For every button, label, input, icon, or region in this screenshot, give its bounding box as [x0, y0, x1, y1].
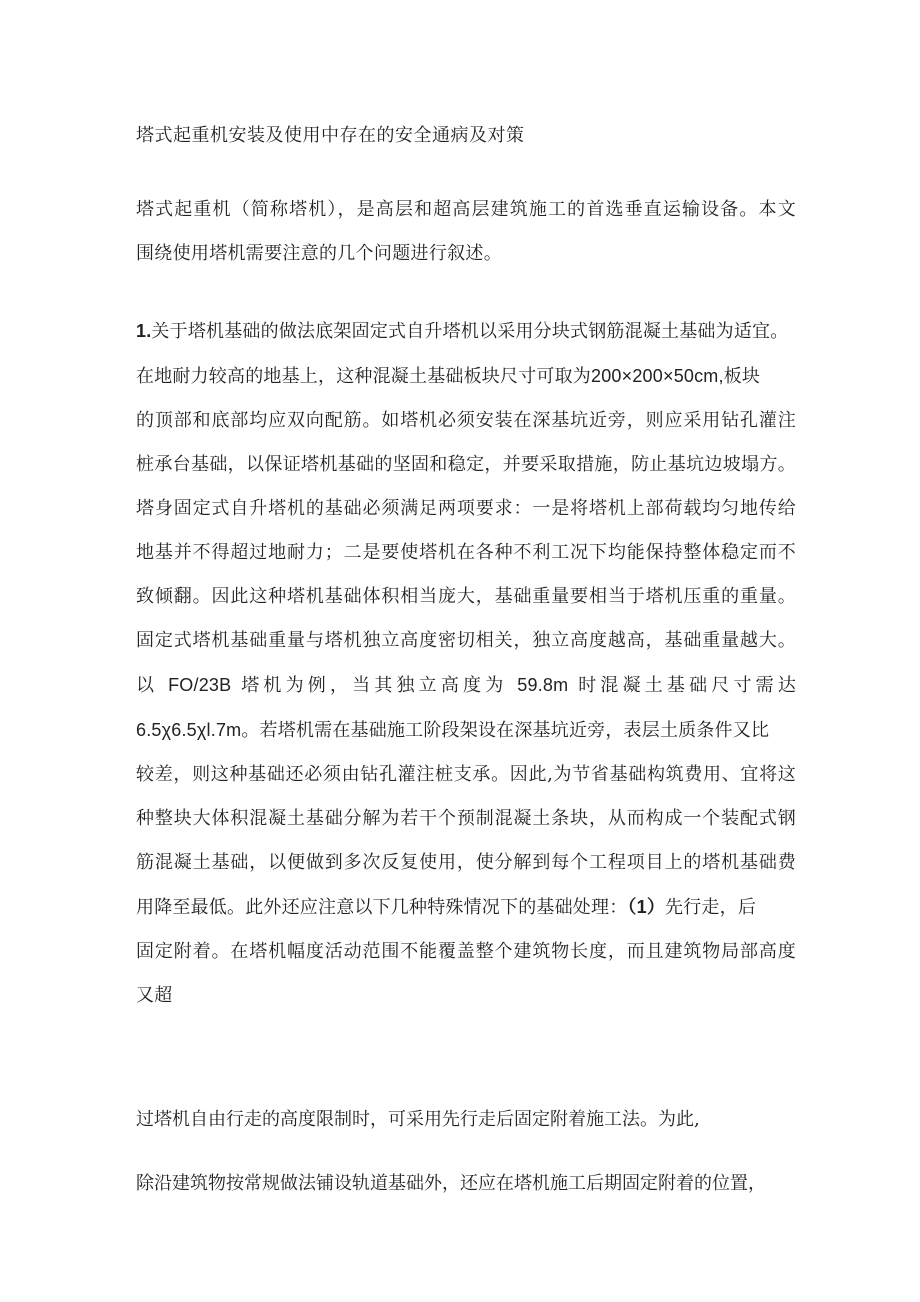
continuation-line-1: 过塔机自由行走的高度限制时，可采用先行走后固定附着施工法。为此, — [136, 1109, 700, 1130]
section-1-line-1 — [136, 309, 796, 354]
intro-line-1: 塔式起重机（简称塔机），是高层和超高层建筑施工的首选垂直运输设备。本文 — [136, 199, 796, 220]
intro-paragraph — [136, 188, 796, 276]
height-value: 59.8m — [517, 675, 569, 695]
section-1-line-9 — [136, 663, 796, 708]
section-number: 1. — [136, 321, 152, 341]
text-run: 若塔机需在基础施工阶段架设在深基坑近旁，表层土质条件又比 — [259, 720, 770, 741]
text-run: 先行走，后 — [665, 897, 757, 918]
section-1-line-14 — [136, 885, 796, 930]
text-run: 时混凝土基础尺寸需达 — [578, 675, 796, 696]
section-1-line-11: 较差，则这种基础还必须由钻孔灌注桩支承。因此,为节省基础构筑费用、宜将这 — [136, 764, 796, 785]
text-run: 用降至最低。此外还应注意以下几种特殊情况下的基础处理： — [136, 897, 628, 918]
text-run: 在地耐力较高的地基上，这种混凝土基础板块尺寸可取为 — [136, 366, 591, 387]
section-lead-text: 固定式自升塔机以采用分块式钢筋混凝土基础为适宜。 — [351, 321, 789, 342]
section-1-line-16: 又超 — [136, 985, 173, 1006]
text-run: 塔机为例，当其独立高度为 — [241, 675, 508, 696]
text-run: 板块 — [723, 366, 761, 387]
section-1-line-8: 固定式塔机基础重量与塔机独立高度密切相关，独立高度越高，基础重量越大。 — [136, 630, 796, 651]
section-1-line-4: 桩承台基础，以保证塔机基础的坚固和稳定，并要采取措施，防止基坑边坡塌方。 — [136, 454, 796, 475]
section-1-line-13: 筋混凝土基础，以便做到多次反复使用，使分解到每个工程项目上的塔机基础费 — [136, 852, 796, 873]
foundation-dimension: 6.5χ6.5χl.7m。 — [136, 720, 260, 740]
dimension-value: 200×200×50cm, — [591, 366, 724, 386]
section-1-line-5: 塔身固定式自升塔机的基础必须满足两项要求：一是将塔机上部荷载均匀地传给 — [136, 498, 796, 519]
section-1-paragraph — [136, 309, 796, 1018]
text-run: 以 — [136, 675, 159, 696]
section-1-line-12: 种整块大体积混凝土基础分解为若干个预制混凝土条块，从而构成一个装配式钢 — [136, 808, 796, 829]
section-1-line-2 — [136, 354, 796, 399]
section-heading: 关于塔机基础的做法底架 — [151, 321, 352, 342]
list-item-number: （1） — [627, 897, 666, 917]
section-1-line-7: 致倾翻。因此这种塔机基础体积相当庞大，基础重量要相当于塔机压重的重量。 — [136, 586, 796, 607]
document-title: 塔式起重机安装及使用中存在的安全通病及对策 — [136, 125, 525, 146]
continuation-line-2: 除沿建筑物按常规做法铺设轨道基础外，还应在塔机施工后期固定附着的位置， — [136, 1173, 766, 1194]
crane-model: FO/23B — [168, 675, 232, 695]
section-1-line-15: 固定附着。在塔机幅度活动范围不能覆盖整个建筑物长度，而且建筑物局部高度 — [136, 941, 796, 962]
section-1-line-3: 的顶部和底部均应双向配筋。如塔机必须安装在深基坑近旁，则应采用钻孔灌注 — [136, 410, 796, 431]
intro-line-2: 围绕使用塔机需要注意的几个问题进行叙述。 — [136, 243, 502, 264]
section-1-line-6: 地基并不得超过地耐力；二是要使塔机在各种不利工况下均能保持整体稳定而不 — [136, 542, 796, 563]
section-1-line-10 — [136, 708, 796, 753]
